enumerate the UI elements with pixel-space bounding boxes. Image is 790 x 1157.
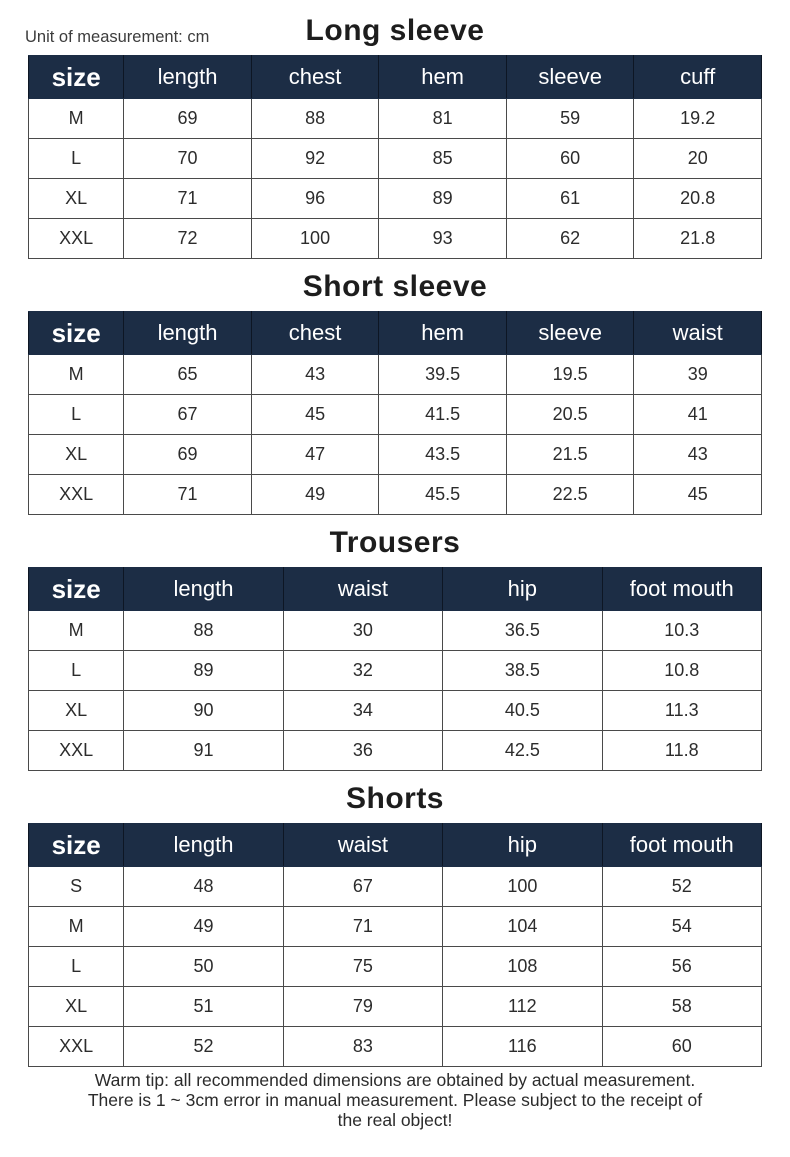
value-cell: 104 xyxy=(443,907,602,947)
column-header-chest: chest xyxy=(251,56,379,99)
column-header-size: size xyxy=(29,312,124,355)
value-cell: 56 xyxy=(602,947,761,987)
value-cell: 21.8 xyxy=(634,219,762,259)
value-cell: 50 xyxy=(124,947,283,987)
value-cell: 20.5 xyxy=(506,395,634,435)
size-cell: L xyxy=(29,395,124,435)
trousers-table xyxy=(28,567,762,771)
value-cell: 52 xyxy=(602,867,761,907)
value-cell: 100 xyxy=(443,867,602,907)
value-cell: 60 xyxy=(506,139,634,179)
value-cell: 79 xyxy=(283,987,442,1027)
value-cell: 43 xyxy=(251,355,379,395)
table-header-row xyxy=(29,312,762,355)
table-row xyxy=(29,1027,762,1067)
short-sleeve-section-head xyxy=(0,259,790,311)
size-cell: XL xyxy=(29,435,124,475)
value-cell: 89 xyxy=(124,651,283,691)
value-cell: 90 xyxy=(124,691,283,731)
value-cell: 108 xyxy=(443,947,602,987)
value-cell: 22.5 xyxy=(506,475,634,515)
long-sleeve-table xyxy=(28,55,762,259)
section-title-short-sleeve: Short sleeve xyxy=(302,270,488,303)
value-cell: 45 xyxy=(634,475,762,515)
table-header-row xyxy=(29,568,762,611)
value-cell: 91 xyxy=(124,731,283,771)
warm-tip-note xyxy=(0,1067,790,1130)
value-cell: 21.5 xyxy=(506,435,634,475)
table-row xyxy=(29,947,762,987)
value-cell: 41.5 xyxy=(379,395,507,435)
value-cell: 10.8 xyxy=(602,651,761,691)
value-cell: 19.5 xyxy=(506,355,634,395)
value-cell: 40.5 xyxy=(443,691,602,731)
size-cell: XXL xyxy=(29,731,124,771)
value-cell: 88 xyxy=(124,611,283,651)
column-header-sleeve: sleeve xyxy=(506,312,634,355)
table-header-row xyxy=(29,56,762,99)
size-cell: L xyxy=(29,947,124,987)
table-row xyxy=(29,475,762,515)
value-cell: 69 xyxy=(124,435,252,475)
size-cell: S xyxy=(29,867,124,907)
size-cell: XXL xyxy=(29,475,124,515)
size-cell: M xyxy=(29,907,124,947)
column-header-waist: waist xyxy=(283,568,442,611)
column-header-length: length xyxy=(124,312,252,355)
shorts-table xyxy=(28,823,762,1067)
column-header-hem: hem xyxy=(379,56,507,99)
value-cell: 34 xyxy=(283,691,442,731)
value-cell: 36 xyxy=(283,731,442,771)
value-cell: 61 xyxy=(506,179,634,219)
value-cell: 71 xyxy=(124,179,252,219)
value-cell: 45 xyxy=(251,395,379,435)
section-title-trousers: Trousers xyxy=(329,526,461,559)
value-cell: 30 xyxy=(283,611,442,651)
value-cell: 38.5 xyxy=(443,651,602,691)
column-header-hip: hip xyxy=(443,824,602,867)
value-cell: 96 xyxy=(251,179,379,219)
value-cell: 72 xyxy=(124,219,252,259)
value-cell: 11.3 xyxy=(602,691,761,731)
value-cell: 58 xyxy=(602,987,761,1027)
short-sleeve-table xyxy=(28,311,762,515)
value-cell: 71 xyxy=(283,907,442,947)
warm-tip-line: Warm tip: all recommended dimensions are obtained by actual measurement. xyxy=(94,1070,696,1090)
value-cell: 54 xyxy=(602,907,761,947)
value-cell: 71 xyxy=(124,475,252,515)
section-title-shorts: Shorts xyxy=(345,782,444,815)
value-cell: 67 xyxy=(283,867,442,907)
table-row xyxy=(29,99,762,139)
table-row xyxy=(29,651,762,691)
table-row xyxy=(29,611,762,651)
size-cell: M xyxy=(29,355,124,395)
value-cell: 67 xyxy=(124,395,252,435)
value-cell: 81 xyxy=(379,99,507,139)
value-cell: 43 xyxy=(634,435,762,475)
long-sleeve-section-head xyxy=(0,0,790,55)
value-cell: 49 xyxy=(251,475,379,515)
value-cell: 10.3 xyxy=(602,611,761,651)
value-cell: 92 xyxy=(251,139,379,179)
value-cell: 51 xyxy=(124,987,283,1027)
value-cell: 45.5 xyxy=(379,475,507,515)
column-header-sleeve: sleeve xyxy=(506,56,634,99)
value-cell: 20.8 xyxy=(634,179,762,219)
column-header-length: length xyxy=(124,56,252,99)
value-cell: 88 xyxy=(251,99,379,139)
size-cell: L xyxy=(29,651,124,691)
unit-of-measurement-label: Unit of measurement: cm xyxy=(25,28,210,46)
size-cell: M xyxy=(29,99,124,139)
value-cell: 70 xyxy=(124,139,252,179)
column-header-waist: waist xyxy=(634,312,762,355)
value-cell: 19.2 xyxy=(634,99,762,139)
table-row xyxy=(29,731,762,771)
size-cell: XL xyxy=(29,691,124,731)
value-cell: 116 xyxy=(443,1027,602,1067)
value-cell: 75 xyxy=(283,947,442,987)
value-cell: 43.5 xyxy=(379,435,507,475)
value-cell: 85 xyxy=(379,139,507,179)
value-cell: 83 xyxy=(283,1027,442,1067)
value-cell: 65 xyxy=(124,355,252,395)
warm-tip-line: There is 1 ~ 3cm error in manual measurement. Please subject to the receipt of xyxy=(87,1090,703,1110)
value-cell: 112 xyxy=(443,987,602,1027)
trousers-section-head xyxy=(0,515,790,567)
table-row xyxy=(29,867,762,907)
column-header-size: size xyxy=(29,824,124,867)
table-row xyxy=(29,355,762,395)
table-row xyxy=(29,907,762,947)
column-header-foot-mouth: foot mouth xyxy=(602,568,761,611)
value-cell: 39.5 xyxy=(379,355,507,395)
table-row xyxy=(29,139,762,179)
column-header-size: size xyxy=(29,568,124,611)
value-cell: 93 xyxy=(379,219,507,259)
value-cell: 41 xyxy=(634,395,762,435)
value-cell: 62 xyxy=(506,219,634,259)
value-cell: 69 xyxy=(124,99,252,139)
value-cell: 60 xyxy=(602,1027,761,1067)
value-cell: 47 xyxy=(251,435,379,475)
table-row xyxy=(29,179,762,219)
size-cell: M xyxy=(29,611,124,651)
size-cell: L xyxy=(29,139,124,179)
table-row xyxy=(29,395,762,435)
value-cell: 52 xyxy=(124,1027,283,1067)
value-cell: 39 xyxy=(634,355,762,395)
value-cell: 48 xyxy=(124,867,283,907)
value-cell: 11.8 xyxy=(602,731,761,771)
size-cell: XL xyxy=(29,179,124,219)
value-cell: 42.5 xyxy=(443,731,602,771)
size-cell: XXL xyxy=(29,219,124,259)
value-cell: 59 xyxy=(506,99,634,139)
column-header-chest: chest xyxy=(251,312,379,355)
table-row xyxy=(29,987,762,1027)
column-header-waist: waist xyxy=(283,824,442,867)
size-cell: XL xyxy=(29,987,124,1027)
column-header-length: length xyxy=(124,824,283,867)
table-row xyxy=(29,219,762,259)
column-header-length: length xyxy=(124,568,283,611)
column-header-cuff: cuff xyxy=(634,56,762,99)
table-header-row xyxy=(29,824,762,867)
value-cell: 49 xyxy=(124,907,283,947)
section-title-long-sleeve: Long sleeve xyxy=(305,14,485,47)
warm-tip-line: the real object! xyxy=(337,1110,453,1130)
value-cell: 20 xyxy=(634,139,762,179)
shorts-section-head xyxy=(0,771,790,823)
value-cell: 89 xyxy=(379,179,507,219)
table-row xyxy=(29,691,762,731)
table-row xyxy=(29,435,762,475)
column-header-foot-mouth: foot mouth xyxy=(602,824,761,867)
column-header-hip: hip xyxy=(443,568,602,611)
column-header-size: size xyxy=(29,56,124,99)
size-cell: XXL xyxy=(29,1027,124,1067)
value-cell: 100 xyxy=(251,219,379,259)
column-header-hem: hem xyxy=(379,312,507,355)
value-cell: 32 xyxy=(283,651,442,691)
value-cell: 36.5 xyxy=(443,611,602,651)
